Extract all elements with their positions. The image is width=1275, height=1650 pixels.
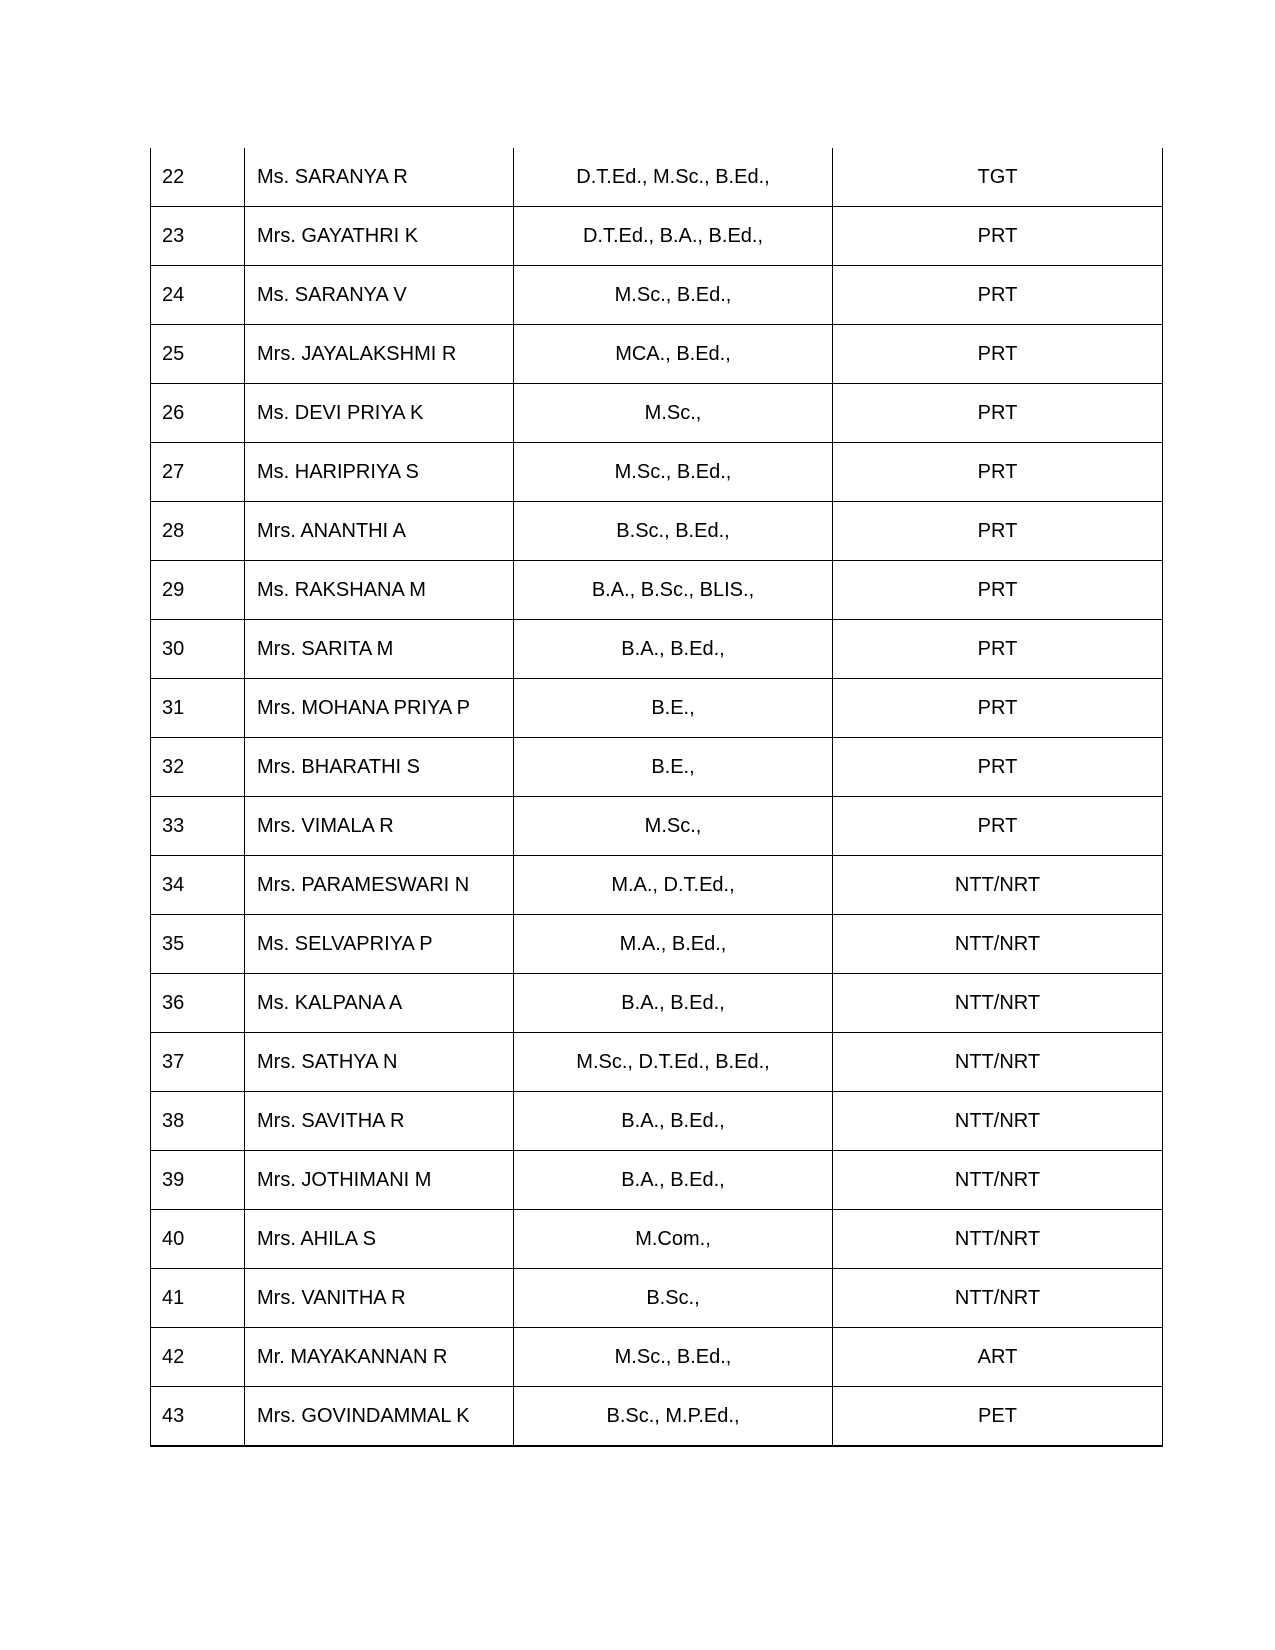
serial-number-cell: 23	[151, 207, 245, 266]
serial-number-cell: 37	[151, 1033, 245, 1092]
qualification-cell: B.A., B.Sc., BLIS.,	[514, 561, 833, 620]
name-cell: Ms. SELVAPRIYA P	[245, 915, 514, 974]
table-row	[151, 148, 1163, 207]
qualification-cell: D.T.Ed., M.Sc., B.Ed.,	[514, 148, 833, 207]
designation-cell: PRT	[833, 443, 1163, 502]
serial-number-cell: 34	[151, 856, 245, 915]
serial-number-cell: 40	[151, 1210, 245, 1269]
serial-number-cell: 38	[151, 1092, 245, 1151]
serial-number-cell: 28	[151, 502, 245, 561]
serial-number-cell: 26	[151, 384, 245, 443]
table-row	[151, 443, 1163, 502]
designation-cell: PRT	[833, 266, 1163, 325]
qualification-cell: M.Sc.,	[514, 384, 833, 443]
name-cell: Mrs. SATHYA N	[245, 1033, 514, 1092]
name-cell: Mrs. SARITA M	[245, 620, 514, 679]
table-row	[151, 620, 1163, 679]
qualification-cell: M.Sc., B.Ed.,	[514, 443, 833, 502]
table-row	[151, 1387, 1163, 1447]
name-cell: Mrs. VANITHA R	[245, 1269, 514, 1328]
serial-number-cell: 27	[151, 443, 245, 502]
qualification-cell: B.A., B.Ed.,	[514, 620, 833, 679]
designation-cell: NTT/NRT	[833, 856, 1163, 915]
table-row	[151, 738, 1163, 797]
serial-number-cell: 31	[151, 679, 245, 738]
name-cell: Ms. SARANYA V	[245, 266, 514, 325]
name-cell: Ms. KALPANA A	[245, 974, 514, 1033]
name-cell: Mrs. ANANTHI A	[245, 502, 514, 561]
designation-cell: PRT	[833, 620, 1163, 679]
name-cell: Ms. RAKSHANA M	[245, 561, 514, 620]
serial-number-cell: 24	[151, 266, 245, 325]
designation-cell: PRT	[833, 384, 1163, 443]
serial-number-cell: 41	[151, 1269, 245, 1328]
table-row	[151, 384, 1163, 443]
name-cell: Ms. DEVI PRIYA K	[245, 384, 514, 443]
qualification-cell: B.A., B.Ed.,	[514, 1151, 833, 1210]
serial-number-cell: 25	[151, 325, 245, 384]
table-row	[151, 502, 1163, 561]
qualification-cell: B.Sc.,	[514, 1269, 833, 1328]
serial-number-cell: 43	[151, 1387, 245, 1447]
serial-number-cell: 29	[151, 561, 245, 620]
designation-cell: NTT/NRT	[833, 915, 1163, 974]
designation-cell: NTT/NRT	[833, 1269, 1163, 1328]
designation-cell: PRT	[833, 207, 1163, 266]
serial-number-cell: 42	[151, 1328, 245, 1387]
name-cell: Mr. MAYAKANNAN R	[245, 1328, 514, 1387]
serial-number-cell: 33	[151, 797, 245, 856]
name-cell: Ms. SARANYA R	[245, 148, 514, 207]
serial-number-cell: 39	[151, 1151, 245, 1210]
name-cell: Mrs. GOVINDAMMAL K	[245, 1387, 514, 1447]
table-row	[151, 1033, 1163, 1092]
serial-number-cell: 36	[151, 974, 245, 1033]
qualification-cell: M.Sc., B.Ed.,	[514, 266, 833, 325]
designation-cell: NTT/NRT	[833, 1033, 1163, 1092]
qualification-cell: B.E.,	[514, 738, 833, 797]
serial-number-cell: 22	[151, 148, 245, 207]
name-cell: Mrs. JOTHIMANI M	[245, 1151, 514, 1210]
table-row	[151, 1092, 1163, 1151]
staff-table-body	[151, 148, 1163, 1446]
name-cell: Ms. HARIPRIYA S	[245, 443, 514, 502]
qualification-cell: M.A., D.T.Ed.,	[514, 856, 833, 915]
name-cell: Mrs. SAVITHA R	[245, 1092, 514, 1151]
qualification-cell: MCA., B.Ed.,	[514, 325, 833, 384]
designation-cell: PRT	[833, 679, 1163, 738]
serial-number-cell: 35	[151, 915, 245, 974]
serial-number-cell: 32	[151, 738, 245, 797]
name-cell: Mrs. MOHANA PRIYA P	[245, 679, 514, 738]
name-cell: Mrs. BHARATHI S	[245, 738, 514, 797]
table-row	[151, 1328, 1163, 1387]
designation-cell: TGT	[833, 148, 1163, 207]
qualification-cell: M.Sc., D.T.Ed., B.Ed.,	[514, 1033, 833, 1092]
designation-cell: ART	[833, 1328, 1163, 1387]
staff-table	[150, 148, 1163, 1447]
table-row	[151, 856, 1163, 915]
qualification-cell: B.Sc., B.Ed.,	[514, 502, 833, 561]
designation-cell: NTT/NRT	[833, 1092, 1163, 1151]
name-cell: Mrs. AHILA S	[245, 1210, 514, 1269]
table-row	[151, 325, 1163, 384]
table-row	[151, 1269, 1163, 1328]
designation-cell: PRT	[833, 797, 1163, 856]
qualification-cell: B.A., B.Ed.,	[514, 1092, 833, 1151]
qualification-cell: M.Sc.,	[514, 797, 833, 856]
designation-cell: PRT	[833, 502, 1163, 561]
table-row	[151, 207, 1163, 266]
qualification-cell: M.Com.,	[514, 1210, 833, 1269]
table-row	[151, 1151, 1163, 1210]
qualification-cell: D.T.Ed., B.A., B.Ed.,	[514, 207, 833, 266]
qualification-cell: B.A., B.Ed.,	[514, 974, 833, 1033]
designation-cell: NTT/NRT	[833, 1210, 1163, 1269]
name-cell: Mrs. JAYALAKSHMI R	[245, 325, 514, 384]
designation-cell: PET	[833, 1387, 1163, 1447]
name-cell: Mrs. VIMALA R	[245, 797, 514, 856]
serial-number-cell: 30	[151, 620, 245, 679]
designation-cell: PRT	[833, 325, 1163, 384]
table-row	[151, 266, 1163, 325]
designation-cell: PRT	[833, 738, 1163, 797]
name-cell: Mrs. GAYATHRI K	[245, 207, 514, 266]
table-row	[151, 679, 1163, 738]
qualification-cell: M.Sc., B.Ed.,	[514, 1328, 833, 1387]
qualification-cell: B.E.,	[514, 679, 833, 738]
name-cell: Mrs. PARAMESWARI N	[245, 856, 514, 915]
table-row	[151, 561, 1163, 620]
designation-cell: PRT	[833, 561, 1163, 620]
table-row	[151, 974, 1163, 1033]
table-row	[151, 915, 1163, 974]
designation-cell: NTT/NRT	[833, 974, 1163, 1033]
designation-cell: NTT/NRT	[833, 1151, 1163, 1210]
qualification-cell: M.A., B.Ed.,	[514, 915, 833, 974]
qualification-cell: B.Sc., M.P.Ed.,	[514, 1387, 833, 1447]
table-row	[151, 797, 1163, 856]
table-row	[151, 1210, 1163, 1269]
